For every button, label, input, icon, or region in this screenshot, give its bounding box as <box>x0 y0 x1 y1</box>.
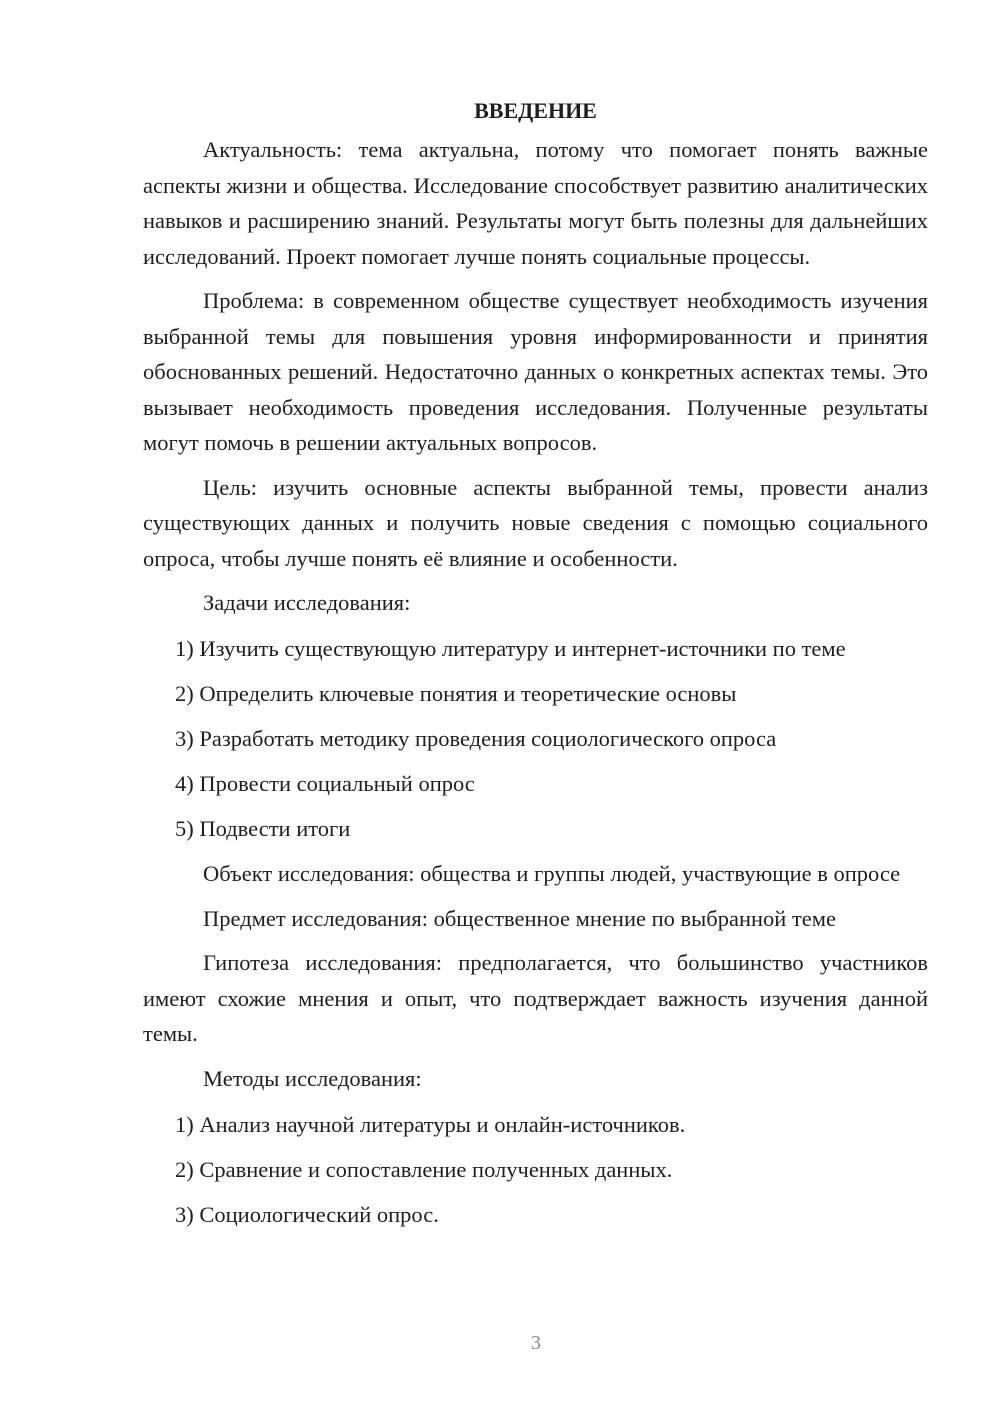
list-item: 2) Сравнение и сопоставление полученных данных. <box>175 1156 673 1182</box>
list-item: 5) Подвести итоги <box>175 816 351 841</box>
page-number: 3 <box>531 1332 541 1354</box>
page-content <box>143 93 928 1242</box>
problem-paragraph: Проблема: в современном обществе существует необходимость изучения выбранной темы для повышения уровня информированности и принятия обоснованных решений. Недостаточно данных о конкретных аспектах темы. Это вызывает необходимость проведения исследования. Полученные результаты могут помочь в решении актуальных вопросов. <box>143 288 928 455</box>
list-item: 3) Социологический опрос. <box>175 1201 439 1227</box>
tasks-heading: Задачи исследования: <box>203 590 411 615</box>
list-item: 1) Анализ научной литературы и онлайн-источников. <box>175 1111 686 1137</box>
hypothesis-paragraph: Гипотеза исследования: предполагается, что большинство участников имеют схожие мнения и опыт, что подтверждает важность изучения данной темы. <box>143 950 928 1046</box>
list-item: 1) Изучить существующую литературу и интернет-источники по теме <box>175 636 846 661</box>
subject-paragraph: Предмет исследования: общественное мнение по выбранной теме <box>203 905 836 931</box>
methods-heading: Методы исследования: <box>203 1065 422 1091</box>
object-paragraph: Объект исследования: общества и группы людей, участвующие в опросе <box>203 861 901 886</box>
list-item: 4) Провести социальный опрос <box>175 771 475 796</box>
list-item: 2) Определить ключевые понятия и теоретические основы <box>175 681 737 706</box>
methods-list <box>143 1107 928 1233</box>
page-title: ВВЕДЕНИЕ <box>474 98 597 123</box>
tasks-list <box>143 631 928 847</box>
list-item: 3) Разработать методику проведения социологического опроса <box>175 726 777 751</box>
goal-paragraph: Цель: изучить основные аспекты выбранной темы, провести анализ существующих данных и получить новые сведения с помощью социального опроса, чтобы лучше понять её влияние и особенности. <box>143 474 928 571</box>
relevance-paragraph: Актуальность: тема актуальна, потому что помогает понять важные аспекты жизни и общества. Исследование способствует развитию аналитических навыков и расширению знаний. Результаты могут быть полезны для дальнейших исследований. Проект помогает лучше понять социальные процессы. <box>143 137 928 269</box>
